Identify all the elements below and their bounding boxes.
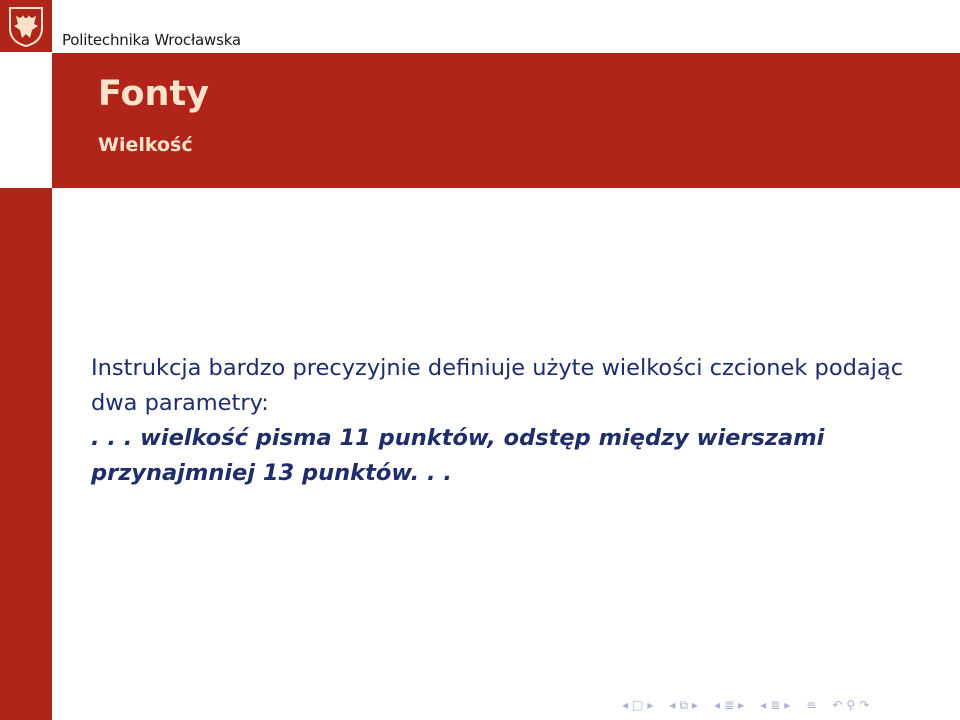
menu-icon[interactable]: ≡ [806, 698, 817, 712]
arrow-left-icon[interactable]: ◂ [669, 698, 676, 712]
org-name: Politechnika Wrocławska [62, 31, 241, 49]
frame-icon[interactable]: □ [632, 698, 644, 712]
arrow-right-icon[interactable]: ▸ [647, 698, 654, 712]
university-logo [0, 0, 52, 52]
arrow-left-icon[interactable]: ◂ [714, 698, 721, 712]
arrow-right-icon[interactable]: ▸ [738, 698, 745, 712]
arrow-right-icon[interactable]: ▸ [784, 698, 791, 712]
body-paragraph: Instrukcja bardzo precyzyjnie definiuje użyte wielkości czcionek podając dwa parametry: [91, 355, 904, 416]
subsection-icon[interactable]: ≣ [724, 698, 735, 712]
eagle-crest-icon [6, 4, 46, 48]
undo-icon[interactable]: ↶ [832, 698, 843, 712]
beamer-navigation [622, 695, 869, 715]
arrow-left-icon[interactable]: ◂ [760, 698, 767, 712]
body-emphasis: . . . wielkość pisma 11 punktów, odstęp między wierszami przynajmniej 13 punktów. . . [91, 425, 825, 486]
page-subtitle: Wielkość [98, 134, 193, 156]
left-bar [0, 188, 52, 720]
arrow-left-icon[interactable]: ◂ [622, 698, 629, 712]
redo-icon[interactable]: ↷ [859, 698, 870, 712]
subsection-icon[interactable]: ≣ [770, 698, 781, 712]
page-title: Fonty [98, 74, 209, 114]
arrow-right-icon[interactable]: ▸ [692, 698, 699, 712]
section-icon[interactable]: ⧉ [679, 697, 689, 712]
search-icon[interactable]: ⚲ [846, 698, 856, 712]
slide-body [91, 351, 941, 491]
